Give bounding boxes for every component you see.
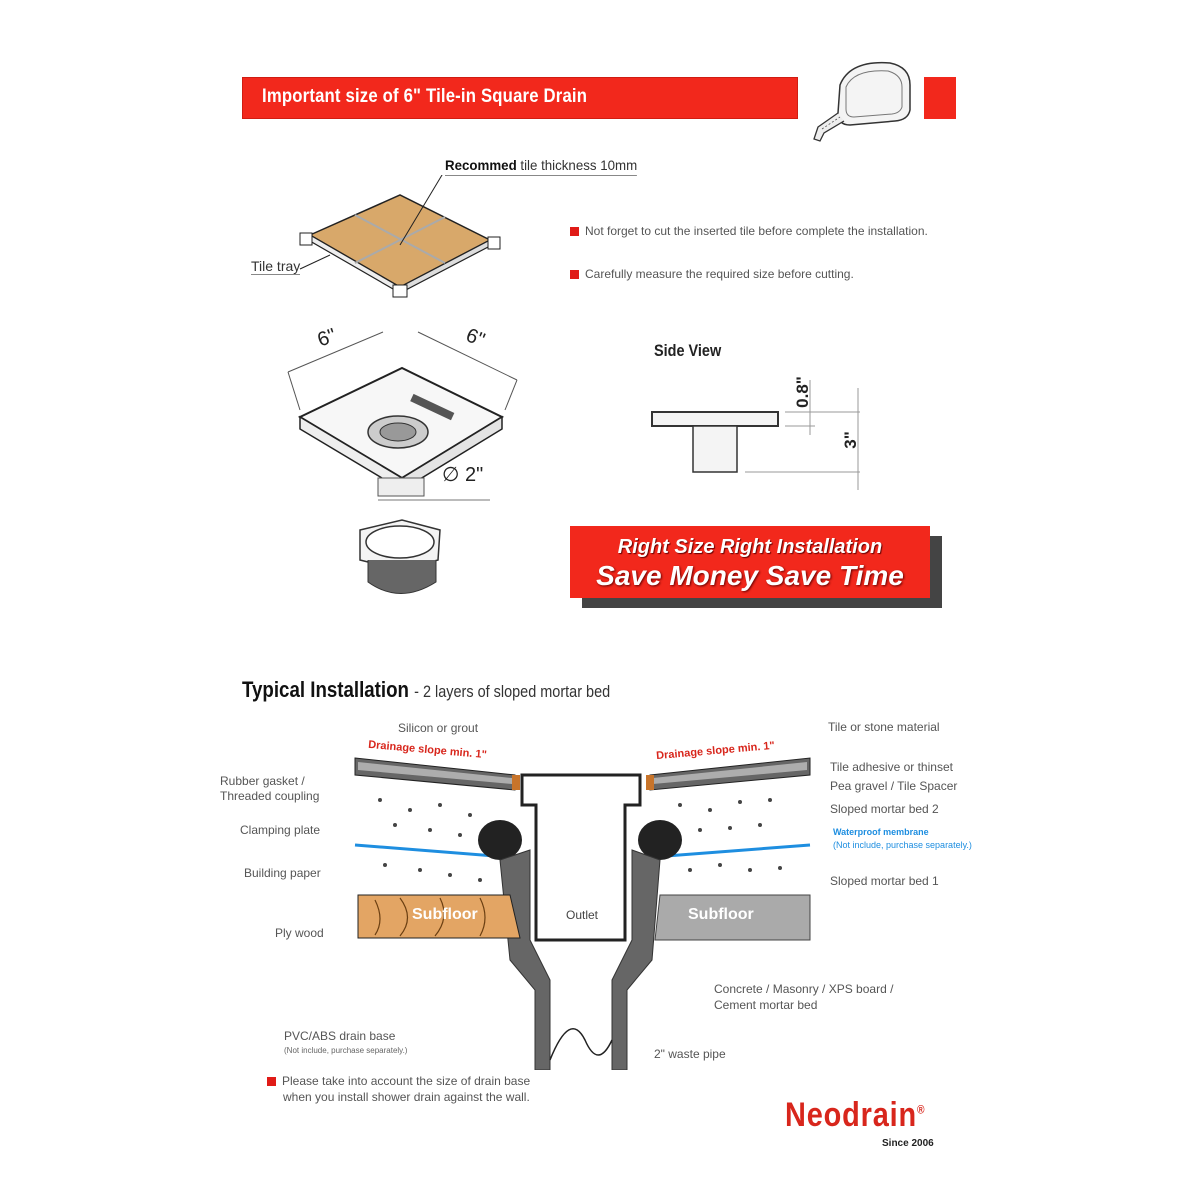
promo-banner (570, 526, 930, 598)
drain-isometric-illustration (270, 320, 540, 610)
label-tile-adhesive: Tile adhesive or thinset (830, 760, 953, 774)
label-concrete-1: Concrete / Masonry / XPS board / (714, 982, 894, 996)
outlet-label: Outlet (566, 908, 599, 922)
tile-tray-label: Tile tray (251, 258, 301, 274)
bullet-icon (570, 227, 579, 236)
label-drain-base: PVC/ABS drain base (284, 1029, 396, 1043)
bullet-icon (267, 1077, 276, 1086)
label-rubber-gasket: Rubber gasket / Threaded coupling (220, 774, 320, 803)
brand-name: Neodrain (785, 1096, 918, 1134)
label-membrane-note: (Not include, purchase separately.) (833, 840, 972, 850)
label-concrete-2: Cement mortar bed (714, 998, 818, 1012)
label-drain-base-note: (Not include, purchase separately.) (284, 1046, 408, 1055)
note-measure (570, 267, 854, 281)
installation-subtitle: - 2 layers of sloped mortar bed (414, 682, 611, 701)
length-dimension: 6" (462, 324, 488, 352)
title-banner (242, 77, 798, 119)
subfloor-left-label: Subfloor (412, 906, 478, 923)
label-waterproof-membrane: Waterproof membrane (833, 827, 929, 837)
note-cut-tile (570, 224, 928, 238)
callout-rest: tile thickness 10mm (520, 157, 638, 173)
label-mortar-bed-2: Sloped mortar bed 2 (830, 802, 939, 816)
wall-note (267, 1073, 530, 1105)
subfloor-right-label: Subfloor (688, 906, 754, 923)
note-text: Carefully measure the required size before cutting. (585, 267, 854, 281)
label-building-paper: Building paper (244, 866, 321, 880)
width-dimension: 6" (314, 324, 340, 352)
label-mortar-bed-1: Sloped mortar bed 1 (830, 874, 939, 888)
slope-label-left: Drainage slope min. 1" (367, 738, 488, 762)
promo-line-2: Save Money Save Time (596, 560, 904, 591)
callout-bold: Recommed (445, 157, 517, 173)
note-text: Not forget to cut the inserted tile before complete the installation. (585, 224, 928, 238)
title-banner-end (924, 77, 956, 119)
label-pea-gravel: Pea gravel / Tile Spacer (830, 779, 958, 793)
label-clamping-plate: Clamping plate (240, 823, 321, 837)
outlet-diameter: ∅ 2" (442, 464, 484, 486)
wall-note-line-1: Please take into account the size of drain base (282, 1074, 531, 1088)
registered-mark: ® (917, 1102, 926, 1117)
total-height: 3" (840, 431, 860, 449)
tile-thickness-callout (445, 157, 637, 176)
flange-height: 0.8" (792, 376, 812, 408)
label-tile-stone: Tile or stone material (828, 720, 940, 734)
label-ply-wood: Ply wood (275, 926, 324, 940)
slope-label-right: Drainage slope min. 1" (655, 739, 776, 763)
promo-line-1: Right Size Right Installation (617, 536, 883, 558)
wall-note-line-2: when you install shower drain against the wall. (283, 1090, 530, 1104)
bullet-icon (570, 270, 579, 279)
label-waste-pipe: 2" waste pipe (654, 1047, 726, 1061)
title-text: Important size of 6" Tile-in Square Drain (262, 86, 588, 107)
cross-section-diagram (340, 740, 820, 1070)
brand-logo (785, 1096, 925, 1135)
tape-measure-icon (810, 55, 920, 145)
side-view-title: Side View (654, 341, 722, 360)
brand-since: Since 2006 (882, 1138, 934, 1149)
tile-tray-illustration (240, 175, 520, 305)
installation-title (242, 677, 610, 703)
installation-title-text: Typical Installation (242, 677, 409, 702)
label-silicon-grout: Silicon or grout (398, 721, 479, 735)
